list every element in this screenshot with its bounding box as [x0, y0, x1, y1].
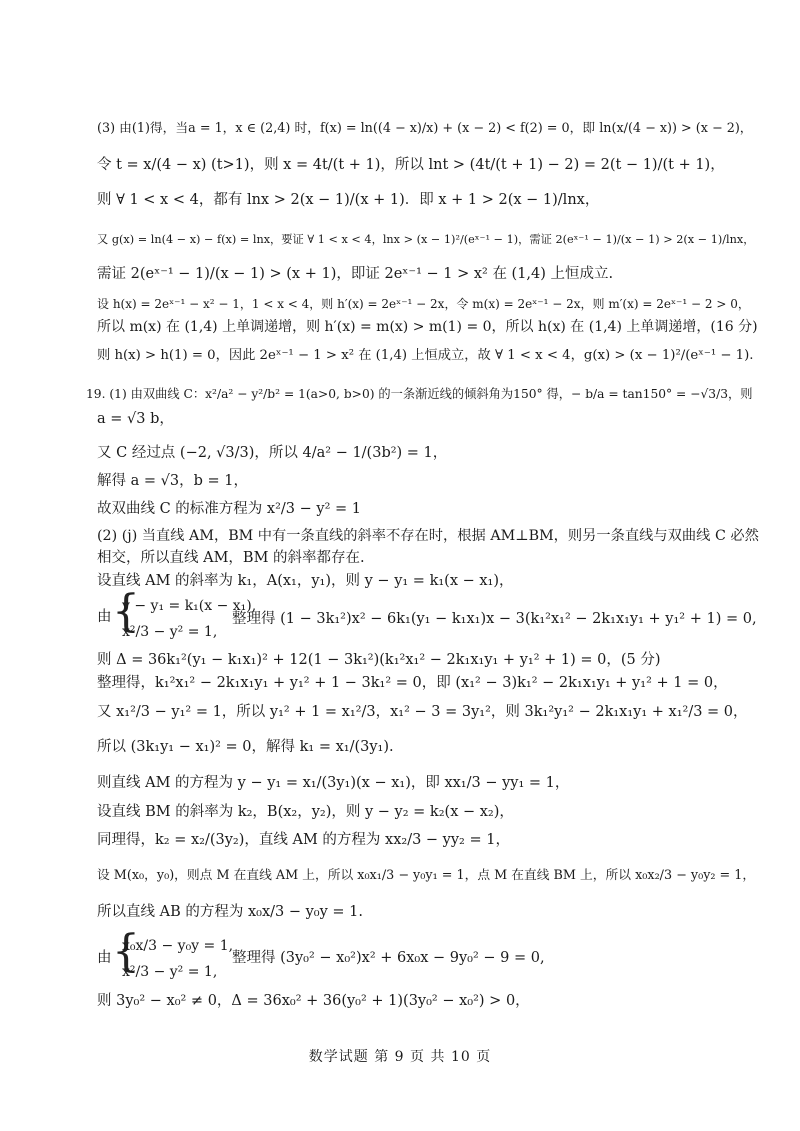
text-line: (2) (j) 当直线 AM，BM 中有一条直线的斜率不存在时，根据 AM⊥BM，则另一条直线与双曲线 C 必然 [97, 528, 759, 544]
text-line: 则 Δ = 36k₁²(y₁ − k₁x₁)² + 12(1 − 3k₁²)(k₁²x₁² − 2k₁x₁y₁ + y₁² + 1) = 0，(5 分) [97, 652, 661, 668]
system-equation: x₀x/3 − y₀y = 1, [122, 938, 234, 954]
system-prefix: 由 [97, 609, 112, 625]
text-line: 则 h(x) > h(1) = 0，因此 2eˣ⁻¹ − 1 > x² 在 (1,4) 上恒成立，故 ∀ 1 < x < 4，g(x) > (x − 1)²/(eˣ⁻¹ − 1). [97, 348, 754, 363]
problem-19-heading-line: 19. (1) 由双曲线 C：x²/a² − y²/b² = 1(a>0, b>0) 的一条渐近线的倾斜角为150° 得，− b/a = tan150° = −√3/3，则 [86, 387, 753, 401]
system-equation: y − y₁ = k₁(x − x₁), [122, 598, 257, 614]
text-line: 所以直线 AB 的方程为 x₀x/3 − y₀y = 1. [97, 904, 363, 920]
text-line: 相交，所以直线 AM，BM 的斜率都存在. [97, 550, 365, 566]
text-line: (3) 由(1)得，当a = 1，x ∈ (2,4) 时，f(x) = ln((4 − x)/x) + (x − 2) < f(2) = 0，即 ln(x/(4 − x)) > (x − 2)， [97, 121, 753, 136]
text-line: 则 ∀ 1 < x < 4，都有 lnx > 2(x − 1)/(x + 1)．即 x + 1 > 2(x − 1)/lnx， [97, 192, 600, 208]
text-line: 则 3y₀² − x₀² ≠ 0，Δ = 36x₀² + 36(y₀² + 1)(3y₀² − x₀²) > 0， [97, 993, 530, 1009]
text-line: 解得 a = √3，b = 1， [97, 473, 248, 489]
text-line: 令 t = x/(4 − x) (t>1)，则 x = 4t/(t + 1)，所以 lnt > (4t/(t + 1) − 2) = 2(t − 1)/(t + 1)， [97, 157, 725, 173]
text-line: 又 g(x) = ln(4 − x) − f(x) = lnx，要证 ∀ 1 < x < 4，lnx > (x − 1)²/(eˣ⁻¹ − 1)，需证 2(eˣ⁻¹ − 1)/(x − 1) > 2(x − 1)/lnx， [97, 233, 755, 246]
system-prefix: 由 [97, 950, 112, 966]
text-line: 则直线 AM 的方程为 y − y₁ = x₁/(3y₁)(x − x₁)，即 xx₁/3 − yy₁ = 1， [97, 775, 570, 791]
text-line: 整理得，k₁²x₁² − 2k₁x₁y₁ + y₁² + 1 − 3k₁² = 0，即 (x₁² − 3)k₁² − 2k₁x₁y₁ + y₁² + 1 = 0， [97, 675, 728, 691]
text-line: 整理得 (1 − 3k₁²)x² − 6k₁(y₁ − k₁x₁)x − 3(k₁²x₁² − 2k₁x₁y₁ + y₁² + 1) = 0, [232, 611, 757, 627]
page-footer: 数学试题 第 9 页 共 10 页 [308, 1049, 492, 1065]
system-equation: x²/3 − y² = 1, [122, 624, 218, 640]
text-line: 又 C 经过点 (−2, √3/3)，所以 4/a² − 1/(3b²) = 1， [97, 445, 448, 461]
text-line: 故双曲线 C 的标准方程为 x²/3 − y² = 1 [97, 501, 361, 517]
text-line: 所以 (3k₁y₁ − x₁)² = 0，解得 k₁ = x₁/(3y₁). [97, 739, 394, 755]
brace-symbol: { [112, 586, 140, 637]
text-line: 设直线 BM 的斜率为 k₂，B(x₂，y₂)，则 y − y₂ = k₂(x − x₂)， [97, 804, 514, 820]
text-line: a = √3 b， [97, 411, 174, 427]
text-line: 又 x₁²/3 − y₁² = 1，所以 y₁² + 1 = x₁²/3，x₁² − 3 = 3y₁²，则 3k₁²y₁² − 2k₁x₁y₁ + x₁²/3 = 0， [97, 704, 748, 720]
system-equation: x²/3 − y² = 1, [122, 964, 218, 980]
text-line: 所以 m(x) 在 (1,4) 上单调递增，则 h′(x) = m(x) > m(1) = 0，所以 h(x) 在 (1,4) 上单调递增，(16 分) [97, 319, 758, 335]
text-line: 同理得，k₂ = x₂/(3y₂)，直线 AM 的方程为 xx₂/3 − yy₂ = 1， [97, 832, 510, 848]
brace-symbol: { [112, 926, 140, 977]
text-line: 设 M(x₀，y₀)，则点 M 在直线 AM 上，所以 x₀x₁/3 − y₀y₁ = 1，点 M 在直线 BM 上，所以 x₀x₂/3 − y₀y₂ = 1， [97, 868, 756, 883]
text-line: 需证 2(eˣ⁻¹ − 1)/(x − 1) > (x + 1)，即证 2eˣ⁻¹ − 1 > x² 在 (1,4) 上恒成立. [97, 266, 614, 282]
text-line: 设直线 AM 的斜率为 k₁，A(x₁，y₁)，则 y − y₁ = k₁(x − x₁)， [97, 573, 514, 589]
text-line: 整理得 (3y₀² − x₀²)x² + 6x₀x − 9y₀² − 9 = 0, [232, 950, 545, 966]
text-line: 设 h(x) = 2eˣ⁻¹ − x² − 1，1 < x < 4，则 h′(x) = 2eˣ⁻¹ − 2x，令 m(x) = 2eˣ⁻¹ − 2x，则 m′(x) = 2eˣ⁻¹ − 2 > 0， [97, 297, 750, 311]
